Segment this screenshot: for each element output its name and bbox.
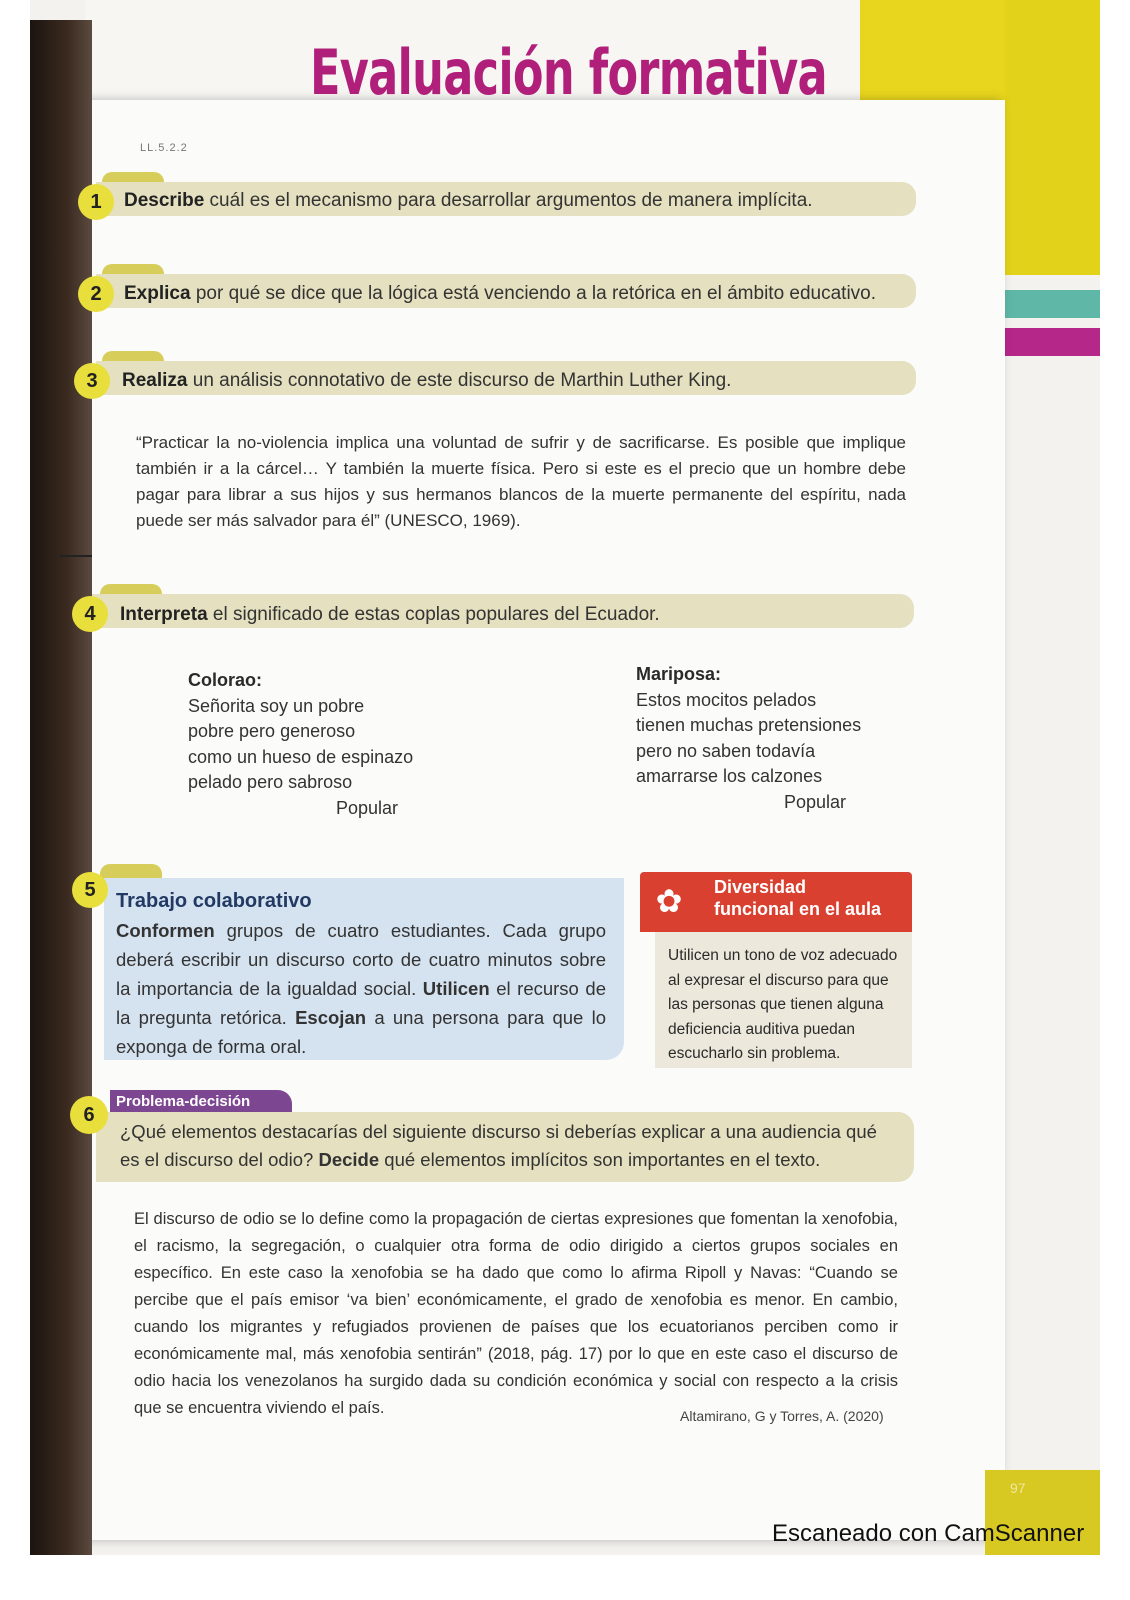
- teal-strip: [1005, 290, 1100, 318]
- flower-icon: ✿: [655, 883, 683, 919]
- copla-line: amarrarse los calzones: [636, 766, 823, 786]
- collab-title: Trabajo colaborativo: [116, 890, 312, 912]
- q6-number: 6: [70, 1096, 108, 1134]
- q5-number: 5: [72, 872, 108, 908]
- q3-number: 3: [74, 363, 110, 399]
- q1-body: cuál es el mecanismo para desarrollar argumentos de manera implícita.: [204, 190, 813, 211]
- collab-text: a una persona para que lo exponga de forma oral.: [116, 1007, 606, 1057]
- diversidad-body: Utilicen un tono de voz adecuado al expresar el discurso para que las personas que tienen alguna deficiencia auditiva puedan escucharlo sin problema.: [668, 947, 898, 1062]
- q6-body: ¿Qué elementos destacarías del siguiente discurso si deberías explicar a una audiencia qué es el discurso del odio?: [120, 1121, 877, 1170]
- q4-text: [120, 604, 660, 626]
- q3-text: [122, 370, 731, 392]
- collab-verb: Utilicen: [422, 978, 490, 999]
- q2-text: [124, 283, 876, 305]
- page-number: 97: [1010, 1480, 1026, 1496]
- q6-body: qué elementos implícitos son importantes en el texto.: [379, 1149, 821, 1170]
- copla-line: pero no saben todavía: [636, 740, 816, 761]
- collab-verb: Conformen: [116, 920, 215, 941]
- copla-title: Colorao:: [188, 670, 262, 690]
- copla-line: tienen muchas pretensiones: [636, 715, 862, 735]
- q1-verb: Describe: [124, 190, 205, 211]
- collab-text: grupos de cuatro estudiantes. Cada grupo deberá escribir un discurso corto de cuatro minutos sobre la importancia de la igualdad social.: [116, 920, 606, 999]
- q4-number: 4: [72, 596, 108, 632]
- copla-line: Señorita soy un pobre: [188, 695, 365, 716]
- copla-source: Popular: [336, 797, 399, 818]
- yellow-corner-inner: [860, 0, 1005, 105]
- copla-line: Estos mocitos pelados: [636, 689, 817, 710]
- q1-text: [124, 190, 813, 212]
- q3-verb: Realiza: [122, 370, 188, 391]
- copla-title: Mariposa:: [636, 664, 722, 684]
- copla-line: pobre pero generoso: [188, 721, 356, 741]
- q6-text: [120, 1118, 900, 1174]
- scanner-watermark: Escaneado con CamScanner: [772, 1520, 1085, 1547]
- copla-source: Popular: [784, 791, 847, 812]
- q2-body: por qué se dice que la lógica está venciendo a la retórica en el ámbito educativo.: [190, 283, 877, 304]
- q4-body: el significado de estas coplas populares del Ecuador.: [207, 604, 660, 625]
- q1-number: 1: [78, 184, 114, 220]
- q2-verb: Explica: [124, 283, 191, 304]
- diversidad-title: [714, 876, 881, 920]
- problema-label: Problema-decisión: [116, 1093, 251, 1110]
- skill-code: LL.5.2.2: [140, 142, 188, 154]
- hate-speech-text: El discurso de odio se lo define como la propagación de ciertas expresiones que fomentan la xenofobia, el racismo, la segregación, o cualquier otra forma de odio dirigido a ciertos grupos sociales en específico. En este caso la xenofobia se ha dado que como lo afirma Ripoll y Navas: “Cuando se percibe que el país emisor ‘va bien’ económicamente, el grado de xenofobia es menor. En cambio, cuando los migrantes y refugiados provienen de países que los ecuatorianos perciben como ir económicamente mal, más xenofobia sentirán” (2018, pág. 17) por lo que en este caso el discurso de odio hacia los venezolanos ha surgido dada su condición económica y social con respecto a la crisis que se encuentra viviendo el país.: [134, 1210, 898, 1417]
- diversidad-title-line: Diversidad: [714, 877, 807, 897]
- q2-number: 2: [78, 276, 114, 312]
- copla-line: como un hueso de espinazo: [188, 746, 414, 767]
- q6-verb: Decide: [318, 1149, 380, 1170]
- mlk-quote: “Practicar la no-violencia implica una voluntad de sufrir y de sacrificarse. Es posible que implique también ir a la cárcel… Y también la muerte física. Pero si este es el precio que un hombre debe pagar para librar a sus hijos y sus hermanos blancos de la muerte permanente del espíritu, nada puede ser más salvador para él” (UNESCO, 1969).: [136, 433, 906, 530]
- collab-verb: Escojan: [295, 1007, 367, 1028]
- citation: Altamirano, G y Torres, A. (2020): [680, 1408, 884, 1424]
- pencil-mark: [60, 555, 92, 557]
- collab-text: el recurso de la pregunta retórica.: [116, 978, 606, 1028]
- page-title: Evaluación formativa: [310, 36, 827, 109]
- copla-colorao: [188, 668, 413, 821]
- collab-body: [116, 916, 606, 1061]
- book-binding: [30, 20, 92, 1555]
- magenta-strip: [1005, 328, 1100, 356]
- q4-verb: Interpreta: [120, 604, 208, 625]
- copla-mariposa: [636, 662, 861, 815]
- q3-body: un análisis connotativo de este discurso de Marthin Luther King.: [187, 370, 732, 391]
- copla-line: pelado pero sabroso: [188, 772, 353, 792]
- diversidad-title-line: funcional en el aula: [714, 899, 882, 919]
